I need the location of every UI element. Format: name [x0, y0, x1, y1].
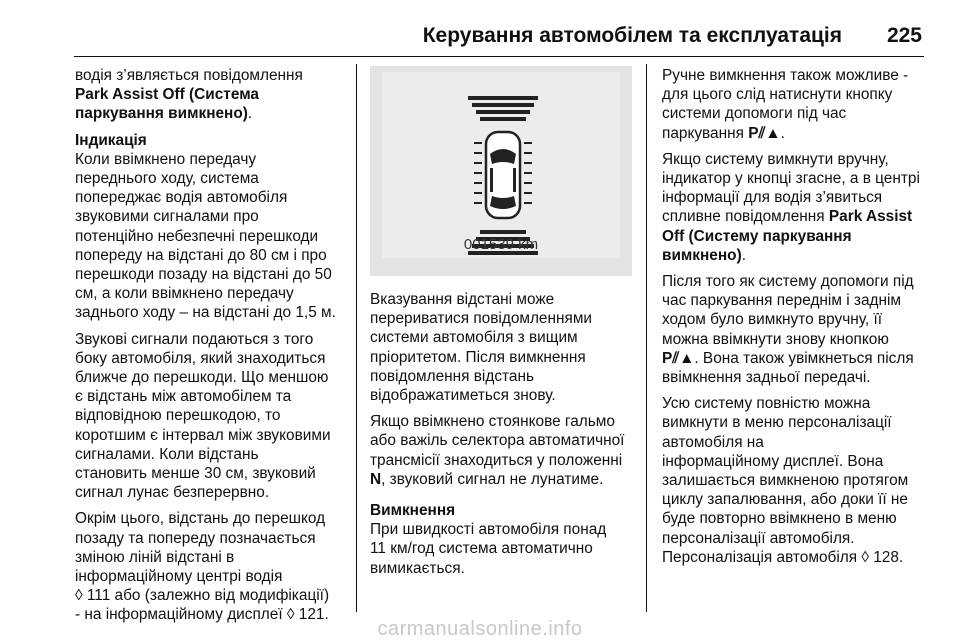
page-reference[interactable]: ◊ 111 або (залежно від модифікації)	[75, 587, 330, 605]
column-2	[370, 66, 636, 585]
column-divider	[646, 64, 647, 612]
paragraph: Усю систему повністю можна вимкнути в меню персоналізації автомобіля на інформаційному дисплеї. Вона залишається вимкненою протягом циклу запалювання, або доки її не буде повторно ввімкнено в меню персоналізації автомобіля. Персоналізація автомобіля ◊ 128.	[662, 394, 934, 567]
paragraph: При швидкості автомобіля понад 11 км/год система автоматично вимикається.	[370, 521, 607, 577]
paragraph: Окрім цього, відстань до перешкод позаду та попереду позначається зміною ліній відстані в інформаційному центрі водія ◊ 111 або (залежно від модифікації) - на інформаційному дисплеї ◊ 121.	[75, 509, 350, 624]
park-assist-icon: P⫽▲	[662, 349, 695, 367]
section-heading: Вимкнення	[370, 502, 456, 520]
page-reference[interactable]: Персоналізація автомобіля ◊ 128.	[662, 548, 904, 566]
page-number: 225	[886, 24, 922, 47]
parking-display-figure	[370, 66, 632, 276]
page-reference[interactable]: - на інформаційному дисплеї ◊ 121.	[75, 606, 329, 624]
message-text: паркування вимкнено)	[75, 105, 248, 123]
text-line: водія з’являється повідомлення	[75, 67, 303, 84]
column-3	[662, 66, 934, 574]
paragraph: Якщо систему вимкнути вручну, індикатор у кнопці згасне, а в центрі інформації для водія з’явиться спливне повідомлення Park Assist Off (Систему паркування вимкнено).	[662, 150, 934, 265]
paragraph: Коли ввімкнено передачу переднього ходу, система попереджає водія автомобіля звуковими сигналами про потенційно небезпечні перешкоди попереду на відстані до 80 см і про перешкоди позаду на відстані до 50 см, а коли ввімкнено передачу заднього ходу – на відстані до 1,5 м.	[75, 150, 336, 322]
message-text: вимкнено)	[662, 246, 742, 264]
park-assist-icon: P⫽▲	[748, 124, 781, 142]
car-icon	[486, 132, 520, 218]
paragraph: Вказування відстані може перериватися повідомленнями системи автомобіля з вищим пріоритетом. Після вимкнення повідомлення відстань відображатиметься знову.	[370, 291, 593, 405]
message-text: Off (Систему паркування	[662, 227, 852, 245]
paragraph: Звукові сигнали подаються з того боку автомобіля, який знаходиться ближче до перешкоди. Що меншою є відстань між автомобілем та відповідною перешкодою, то коротшим є інтервал між звуковими сигналами. Коли відстань становить менше 30 см, звуковий сигнал лунає безперервно.	[75, 330, 331, 502]
chapter-title: Керування автомобілем та експлуатація	[422, 24, 842, 47]
header-rule	[74, 56, 924, 57]
gear-position: N	[370, 470, 382, 488]
column-1	[75, 66, 350, 632]
front-distance-lines	[468, 96, 538, 121]
page-header	[0, 0, 960, 58]
paragraph: водія з’являється повідомлення Park Assist Off (Система паркування вимкнено).	[75, 66, 350, 124]
odometer-readout: 001539 km	[463, 235, 539, 253]
message-text: Park Assist Off (Система	[75, 86, 259, 104]
paragraph: Ручне вимкнення також можливе - для цього слід натиснути кнопку системи допомоги під час паркування P⫽▲.	[662, 67, 909, 142]
paragraph: Якщо ввімкнено стоянкове гальмо або важіль селектора автоматичної трансмісії знаходиться у положенні N, звуковий сигнал не лунатиме.	[370, 413, 625, 488]
section-heading: Індикація	[75, 131, 147, 149]
parking-distance-graphic	[382, 72, 620, 258]
watermark: carmanualsonline.info	[377, 618, 583, 640]
message-text: Park Assist	[828, 208, 913, 226]
paragraph: Після того як систему допомоги під час паркування переднім і заднім ходом було вимкнуто вручну, її можна ввімкнути знову кнопкою P⫽▲. Вона також увімкнеться після ввімкнення задньої передачі.	[662, 273, 914, 387]
column-divider	[356, 64, 357, 612]
